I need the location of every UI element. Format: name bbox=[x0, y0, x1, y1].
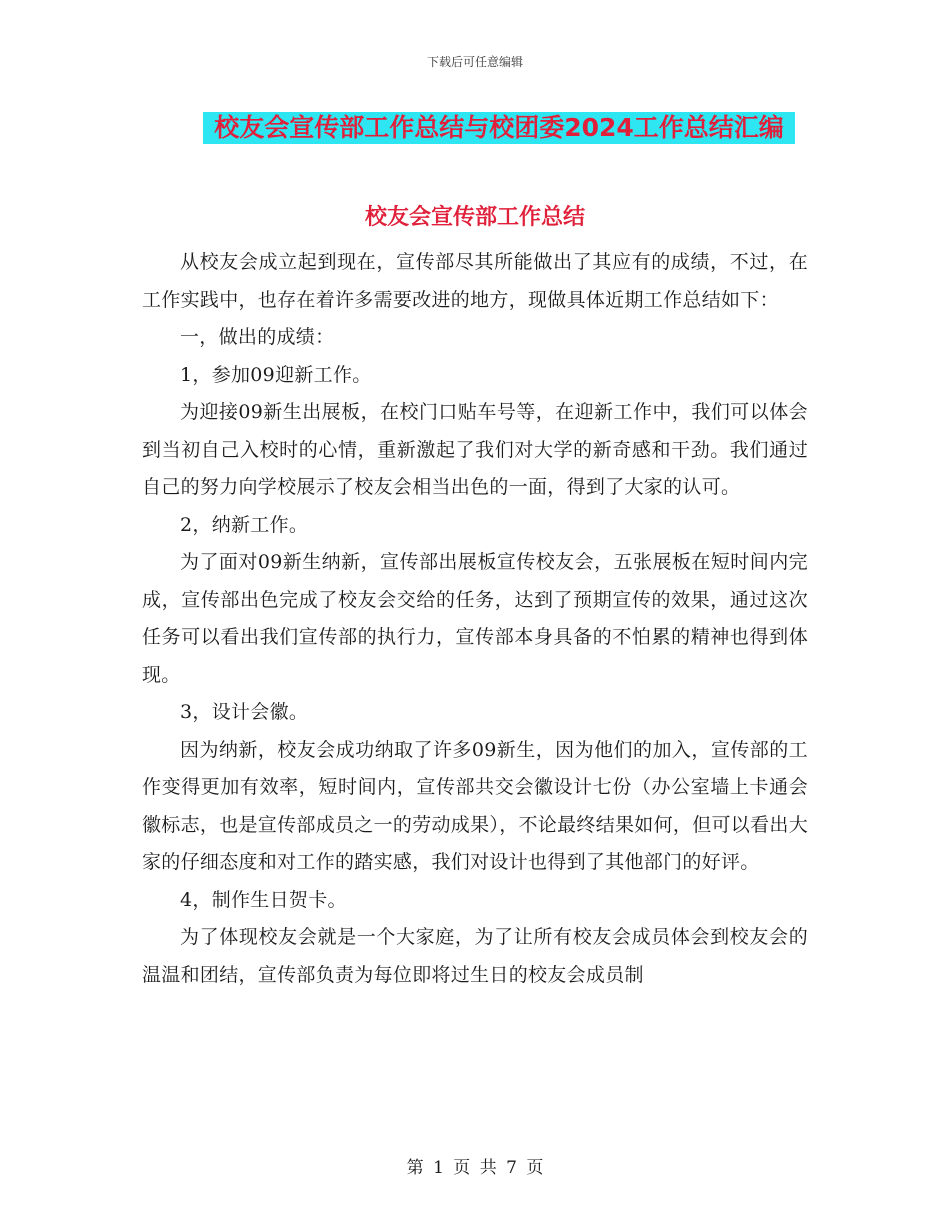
paragraph: 因为纳新，校友会成功纳取了许多09新生，因为他们的加入，宣传部的工作变得更加有效率，短时间内，宣传部共交会徽设计七份（办公室墙上卡通会徽标志，也是宣传部成员之一的劳动成果），不论最终结果如何，但可以看出大家的仔细态度和对工作的踏实感，我们对设计也得到了其他部门的好评。 bbox=[142, 738, 809, 873]
paragraph: 为了体现校友会就是一个大家庭，为了让所有校友会成员体会到校友会的温温和团结，宣传部负责为每位即将过生日的校友会成员制 bbox=[142, 926, 808, 986]
main-title-highlight bbox=[203, 112, 795, 144]
section-title: 校友会宣传部工作总结 bbox=[364, 205, 585, 230]
paragraph: 从校友会成立起到现在，宣传部尽其所能做出了其应有的成绩，不过，在工作实践中，也存在着许多需要改进的地方，现做具体近期工作总结如下： bbox=[142, 251, 808, 311]
paragraph: 2，纳新工作。 bbox=[180, 513, 309, 536]
paragraph: 一，做出的成绩： bbox=[180, 326, 335, 348]
paragraph: 4，制作生日贺卡。 bbox=[180, 888, 347, 911]
document-body bbox=[142, 244, 808, 994]
page-header-note: 下载后可任意编辑 bbox=[426, 55, 523, 69]
paragraph: 3，设计会徽。 bbox=[180, 701, 309, 723]
main-title: 校友会宣传部工作总结与校团委2024工作总结汇编 bbox=[214, 113, 784, 142]
paragraph: 为迎接09新生出展板，在校门口贴车号等，在迎新工作中，我们可以体会到当初自己入校时的心情，重新激起了我们对大学的新奇感和干劲。我们通过自己的努力向学校展示了校友会相当出色的一面，得到了大家的认可。 bbox=[142, 401, 808, 498]
paragraph: 1，参加09迎新工作。 bbox=[180, 363, 372, 386]
page-number: 第 1 页 共 7 页 bbox=[406, 1158, 544, 1178]
paragraph: 为了面对09新生纳新，宣传部出展板宣传校友会，五张展板在短时间内完成，宣传部出色完成了校友会交给的任务，达到了预期宣传的效果，通过这次任务可以看出我们宣传部的执行力，宣传部本身具备的不怕累的精神也得到体现。 bbox=[142, 551, 808, 686]
